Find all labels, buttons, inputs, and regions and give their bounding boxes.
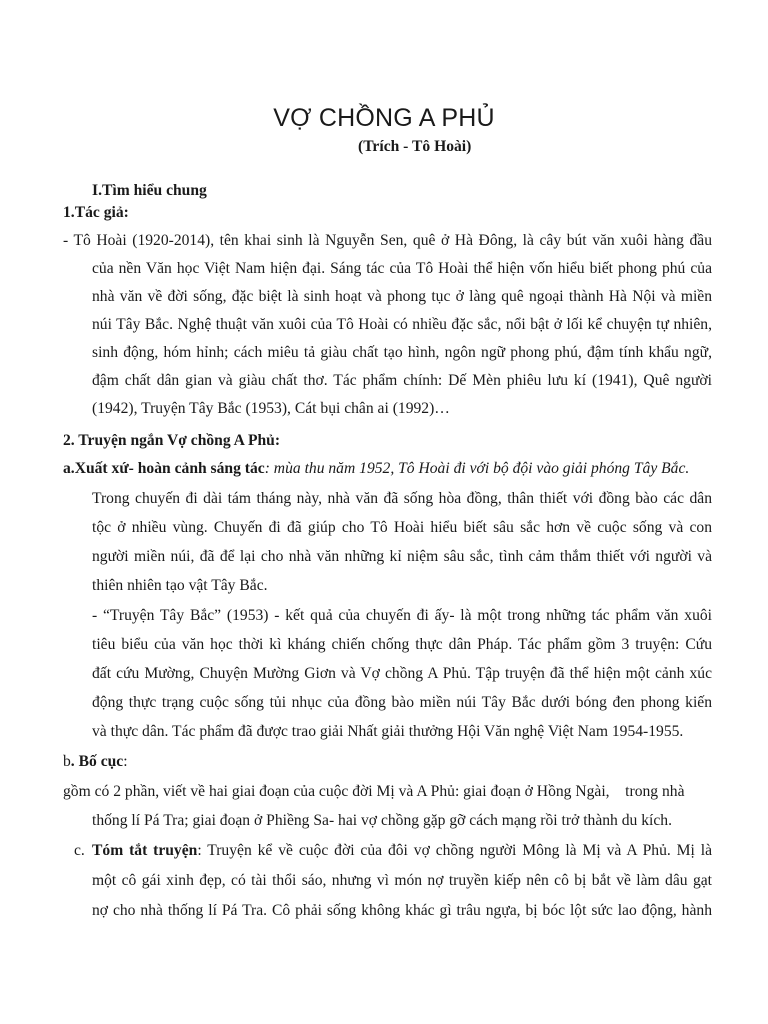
a-label: a.Xuất xứ- hoàn cảnh sáng tác bbox=[63, 460, 265, 477]
p2-line: thiên nhiên tạo vật Tây Bắc. bbox=[92, 577, 268, 594]
p1-line: - Tô Hoài (1920-2014), tên khai sinh là Nguyễn Sen, quê ở Hà Đông, là cây bút văn xuôi hàng đầu bbox=[63, 232, 712, 249]
p5-line: một cô gái xinh đẹp, có tài thổi sáo, nhưng vì món nợ truyền kiếp nên cô bị bắt về làm dâu gạt bbox=[92, 872, 712, 889]
p3-line: - “Truyện Tây Bắc” (1953) - kết quả của chuyến đi ấy- là một trong những tác phẩm văn xuôi bbox=[92, 607, 712, 624]
p1-line: đậm chất dân gian và giàu chất thơ. Tác phẩm chính: Dế Mèn phiêu lưu kí (1941), Quê người bbox=[92, 372, 712, 389]
p1-line: của nền Văn học Việt Nam hiện đại. Sáng tác của Tô Hoài thể hiện vốn hiểu biết phong phú của bbox=[92, 260, 712, 277]
p1-line: núi Tây Bắc. Nghệ thuật văn xuôi của Tô Hoài có nhiều đặc sắc, nổi bật ở lối kể chuyện tự nhiên, bbox=[92, 316, 712, 333]
b-colon: : bbox=[123, 753, 128, 770]
heading-tac-gia: 1.Tác giả: bbox=[63, 204, 129, 221]
c-prefix: c. bbox=[74, 842, 85, 859]
a-first-text: : mùa thu năm 1952, Tô Hoài đi với bộ đội vào giải phóng Tây Bắc. bbox=[264, 460, 690, 477]
p2-line: người miền núi, đã để lại cho nhà văn những kỉ niệm sâu sắc, tình cảm thắm thiết với người và bbox=[92, 548, 712, 565]
c-label: Tóm tắt truyện bbox=[92, 842, 198, 859]
p1-line: sinh động, hóm hỉnh; cách miêu tả giàu chất tạo hình, ngôn ngữ phong phú, đậm tính khẩu ngữ, bbox=[92, 344, 712, 361]
p3-line: đất cứu Mường, Chuyện Mường Giơn và Vợ chồng A Phủ. Tập truyện đã thể hiện một cảnh xúc bbox=[92, 665, 712, 682]
p1-line: (1942), Truyện Tây Bắc (1953), Cát bụi chân ai (1992)… bbox=[92, 400, 450, 417]
doc-subtitle: (Trích - Tô Hoài) bbox=[358, 138, 472, 155]
p1-line: nhà văn về đời sống, đặc biệt là sinh hoạt và phong tục ở làng quê ngoại thành Hà Nội và miền bbox=[92, 288, 712, 305]
b-heading bbox=[63, 752, 128, 772]
p3-line: động thực trạng cuộc sống tủi nhục của đồng bào miền núi Tây Bắc dưới bóng đen phong kiến bbox=[92, 694, 712, 711]
p2-line: Trong chuyến đi dài tám tháng này, nhà văn đã sống hòa đồng, thân thiết với đồng bào các dân bbox=[92, 490, 712, 507]
p5-line: nợ cho nhà thống lí Pá Tra. Cô phải sống không khác gì trâu ngựa, bị bóc lột sức lao động, hành bbox=[92, 902, 712, 919]
doc-title: VỢ CHỒNG A PHỦ bbox=[273, 104, 495, 132]
c-first-text: : Truyện kể về cuộc đời của đôi vợ chồng người Mông là Mị và A Phủ. Mị là bbox=[197, 842, 712, 859]
c-first-line bbox=[92, 841, 712, 861]
p3-line: và thực dân. Tác phẩm đã được trao giải Nhất giải thưởng Hội Văn nghệ Việt Nam 1954-1955. bbox=[92, 723, 684, 740]
b-label: . Bố cục bbox=[70, 753, 124, 770]
section-heading-I: I.Tìm hiểu chung bbox=[92, 182, 207, 199]
p4-line: thống lí Pá Tra; giai đoạn ở Phiềng Sa- hai vợ chồng gặp gỡ cách mạng rồi trở thành du kích. bbox=[92, 812, 672, 829]
a-first-line bbox=[63, 459, 689, 479]
p3-line: tiêu biểu của văn học thời kì kháng chiến chống thực dân Pháp. Tác phẩm gồm 3 truyện: Cứu bbox=[92, 636, 712, 653]
b-prefix: b bbox=[63, 753, 71, 770]
p4-line: gồm có 2 phần, viết về hai giai đoạn của cuộc đời Mị và A Phủ: giai đoạn ở Hồng Ngài, trong nhà bbox=[63, 783, 685, 800]
p2-line: tộc ở nhiều vùng. Chuyến đi đã giúp cho Tô Hoài hiểu biết sâu sắc hơn về cuộc sống và con bbox=[92, 519, 712, 536]
heading-truyen-ngan: 2. Truyện ngắn Vợ chồng A Phủ: bbox=[63, 432, 281, 449]
